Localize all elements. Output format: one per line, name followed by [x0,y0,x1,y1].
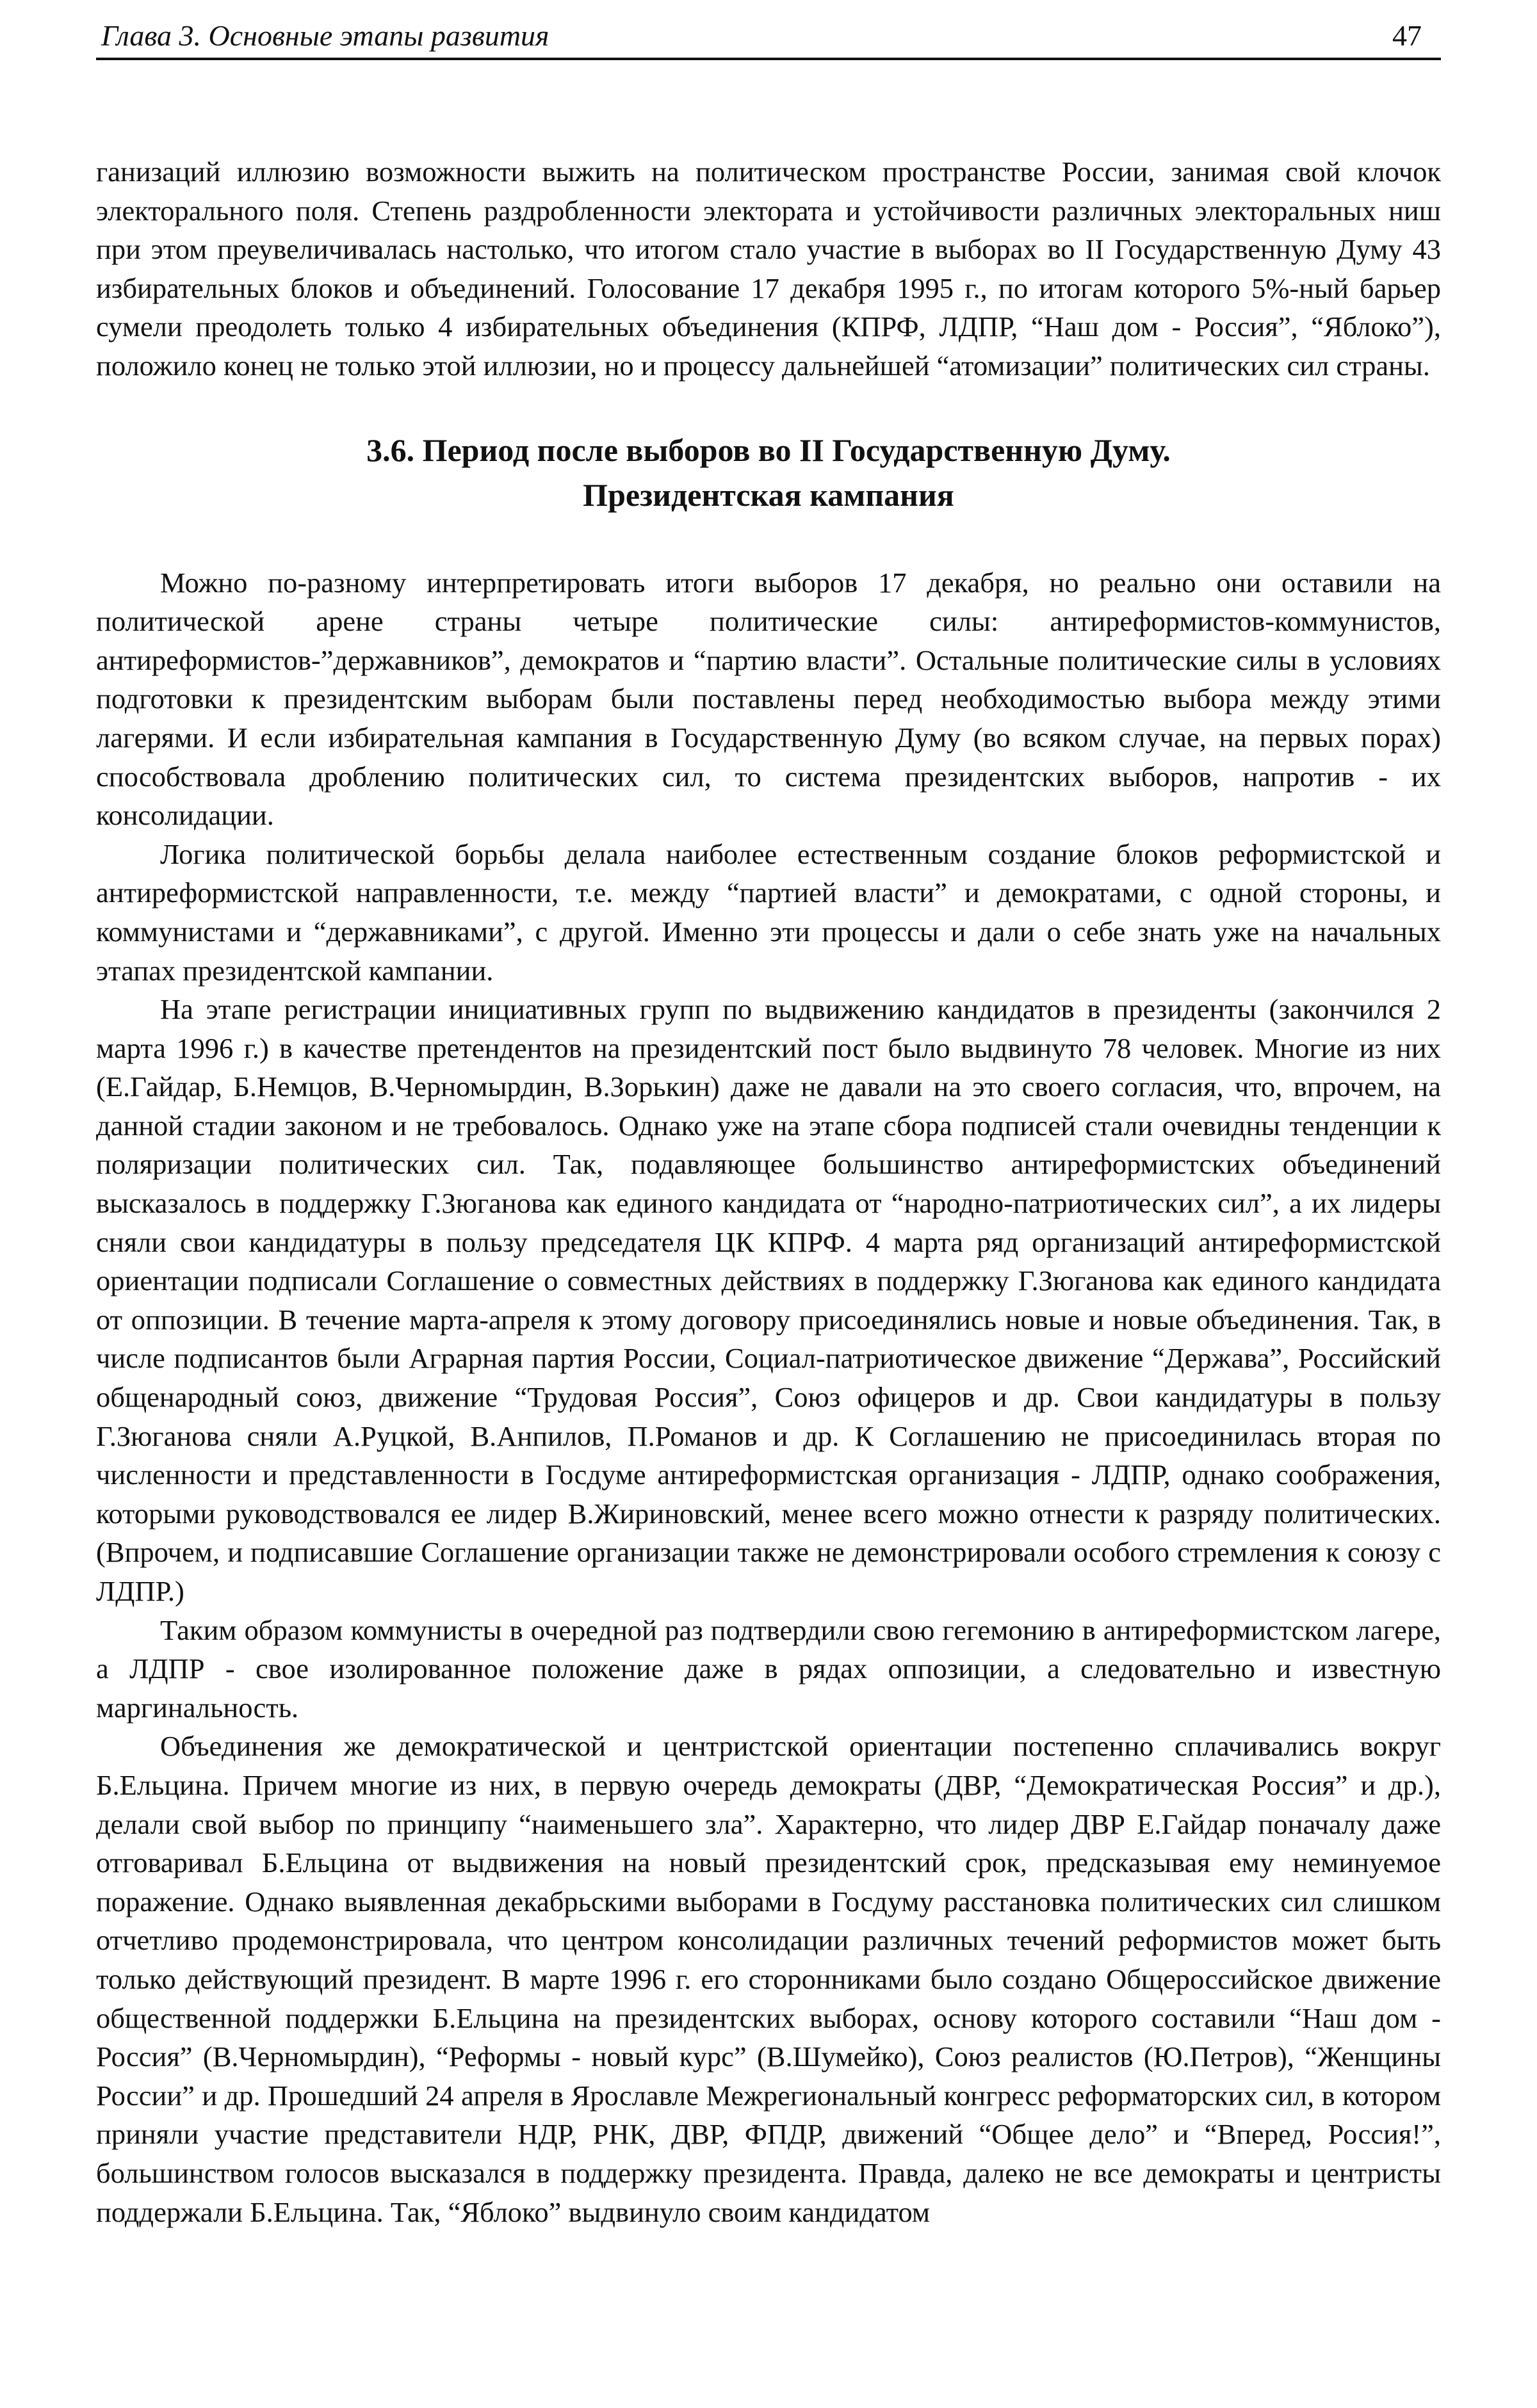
section-heading-line-2: Президентская кампания [583,476,954,513]
paragraph: Логика политической борьбы делала наиболее естественным создание блоков реформистской и антиреформистской направленности, т.е. между “партией власти” и демократами, с одной стороны, и коммунистами и “державниками”, с другой. Именно эти процессы и дали о себе знать уже на начальных этапах президентской кампании. [96,837,1441,987]
paragraph: Объединения же демократической и центристской ориентации постепенно сплачивались вокруг Б.Ельцина. Причем многие из них, в первую очередь демократы (ДВР, “Демократическая Россия” и др.), делали свой выбор по принципу “наименьшего зла”. Характерно, что лидер ДВР Е.Гайдар поначалу даже отговаривал Б.Ельцина от выдвижения на новый президентский срок, предсказывая ему неминуемое поражение. Однако выявленная декабрьскими выборами в Госдуму расстановка политических сил слишком отчетливо продемонстрировала, что центром консолидации различных течений реформистов может быть только действующий президент. В марте 1996 г. его сторонниками было создано Общероссийское движение общественной поддержки Б.Ельцина на президентских выборах, основу которого составили “Наш дом - Россия” (В.Черномырдин), “Реформы - новый курс” (В.Шумейко), Союз реалистов (Ю.Петров), “Женщины России” и др. Прошедший 24 апреля в Ярославле Межрегиональный конгресс реформаторских сил, в котором приняли участие представители НДР, РНК, ДВР, ФПДР, движений “Общее дело” и “Вперед, Россия!”, большинством голосов высказался в поддержку президента. Правда, далеко не все демократы и центристы поддержали Б.Ельцина. Так, “Яблоко” выдвинуло своим кандидатом [96,1730,1441,2228]
section-heading-line-1: 3.6. Период после выборов во II Государственную Думу. [366,432,1171,468]
section-heading [96,428,1441,517]
paragraph-continuation: ганизаций иллюзию возможности выжить на политическом пространстве России, занимая свой клочок электорального поля. Степень раздробленности электората и устойчивости различных электоральных ниш при этом преувеличивалась настолько, что итогом стало участие в выборах во II Государственную Думу 43 избирательных блоков и объединений. Голосование 17 декабря 1995 г., по итогам которого 5%-ный барьер сумели преодолеть только 4 избирательных объединения (КПРФ, ЛДПР, “Наш дом - Россия”, “Яблоко”), положило конец не только этой иллюзии, но и процессу дальнейшей “атомизации” политических сил страны. [96,156,1441,382]
page-number: 47 [1392,19,1422,52]
book-page [96,18,1441,2231]
body-text [96,152,1441,2231]
chapter-title: Глава 3. Основные этапы развития [101,19,549,52]
paragraph: На этапе регистрации инициативных групп по выдвижению кандидатов в президенты (закончился 2 марта 1996 г.) в качестве претендентов на президентский пост было выдвинуто 78 человек. Многие из них (Е.Гайдар, Б.Немцов, В.Черномырдин, В.Зорькин) даже не давали на это своего согласия, что, впрочем, на данной стадии законом и не требовалось. Однако уже на этапе сбора подписей стали очевидны тенденции к поляризации политических сил. Так, подавляющее большинство антиреформистских объединений высказалось в поддержку Г.Зюганова как единого кандидата от “народно-патриотических сил”, а их лидеры сняли свои кандидатуры в пользу председателя ЦК КПРФ. 4 марта ряд организаций антиреформистской ориентации подписали Соглашение о совместных действиях в поддержку Г.Зюганова как единого кандидата от оппозиции. В течение марта-апреля к этому договору присоединялись новые и новые объединения. Так, в числе подписантов были Аграрная партия России, Социал-патриотическое движение “Держава”, Российский общенародный союз, движение “Трудовая Россия”, Союз офицеров и др. Свои кандидатуры в пользу Г.Зюганова сняли А.Руцкой, В.Анпилов, П.Романов и др. К Соглашению не присоединилась вторая по численности и представленности в Госдуме антиреформистская организация - ЛДПР, однако соображения, которыми руководствовался ее лидер В.Жириновский, менее всего можно отнести к разряду политических. (Впрочем, и подписавшие Соглашение организации также не демонстрировали особого стремления к союзу с ЛДПР.) [96,993,1441,1607]
paragraph: Можно по-разному интерпретировать итоги выборов 17 декабря, но реально они оставили на политической арене страны четыре политические силы: антиреформистов-коммунистов, антиреформистов-”державников”, демократов и “партию власти”. Остальные политические силы в условиях подготовки к президентским выборам были поставлены перед необходимостью выбора между этими лагерями. И если избирательная кампания в Государственную Думу (во всяком случае, на первых порах) способствовала дроблению политических сил, то система президентских выборов, напротив - их консолидации. [96,566,1441,832]
paragraph: Таким образом коммунисты в очередной раз подтвердили свою гегемонию в антиреформистском лагере, а ЛДПР - свое изолированное положение даже в рядах оппозиции, а следовательно и известную маргинальность. [96,1613,1441,1724]
running-header [96,18,1441,60]
